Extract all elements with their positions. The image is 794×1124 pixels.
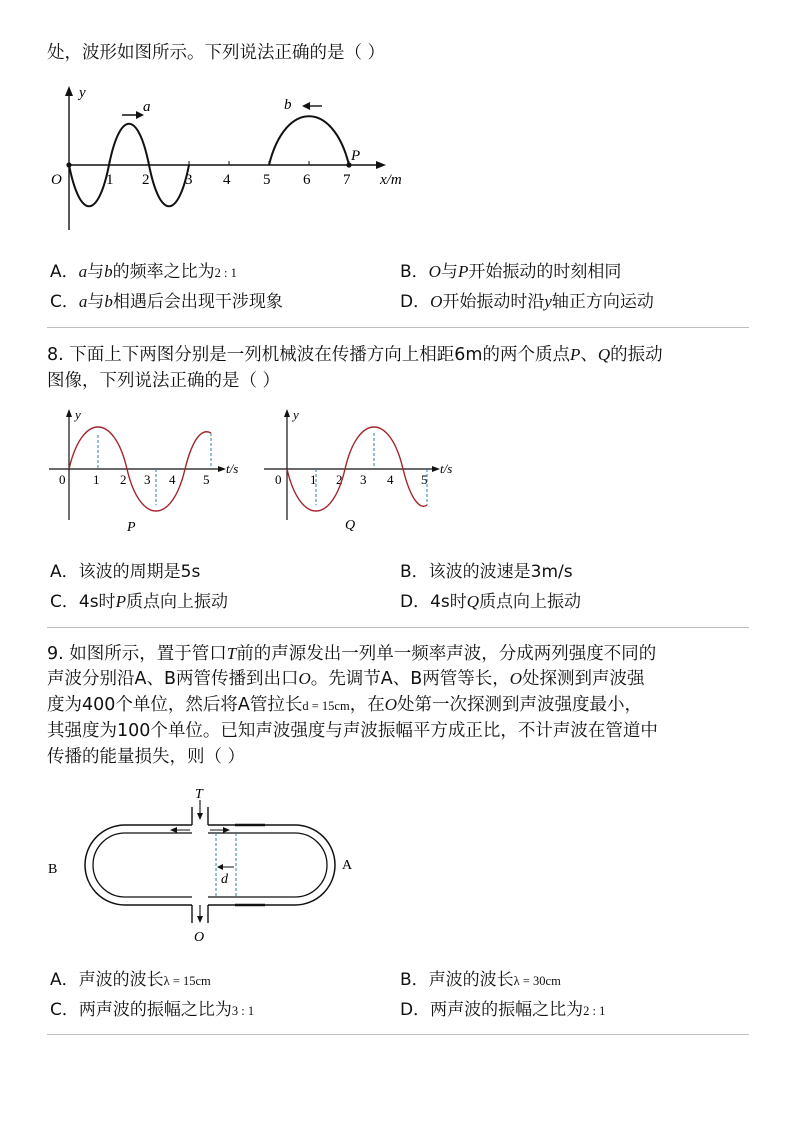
q8-q-t-label: t/s <box>440 461 453 476</box>
q8-q-y-label: y <box>293 407 299 422</box>
q7-x-label: x/m <box>380 172 402 188</box>
q8-p-y-label: y <box>75 407 81 422</box>
q7-wave-b <box>269 116 349 165</box>
q8-q-tick-1: 1 <box>310 472 317 487</box>
q7-tick-7: 7 <box>343 172 351 188</box>
q7-tick-1: 1 <box>106 172 114 188</box>
q7-origin: O <box>51 172 62 188</box>
q7-option-d-letter: D． <box>400 292 431 312</box>
q9-stem-line2: 声波分别沿A、B两管传播到出口O。先调节A、B两管等长，O处探测到声波强 <box>47 669 645 689</box>
q9-t-label: T <box>195 787 203 802</box>
q7-option-c[interactable]: C．a与b相遇后会出现干涉现象 <box>50 292 283 312</box>
q9-option-b[interactable]: B．声波的波长λ = 30cm <box>400 970 561 990</box>
q9-right-arrow <box>223 827 230 833</box>
q9-b-label: B <box>48 862 58 877</box>
q8-q-tick-2: 2 <box>336 472 343 487</box>
q7-wave-b-label: b <box>284 97 292 113</box>
q9-a-label: A <box>342 858 353 873</box>
q8-p-tick-5: 5 <box>203 472 210 487</box>
q8-p-caption: P <box>127 520 136 535</box>
q8-q-tick-3: 3 <box>360 472 367 487</box>
divider-3 <box>47 1034 749 1035</box>
q9-d-label: d <box>221 872 228 887</box>
q9-d-arrow <box>217 864 223 870</box>
q7-option-a[interactable]: A．a与b的频率之比为2 : 1 <box>50 262 237 282</box>
q7-option-b-letter: B． <box>400 262 429 282</box>
q8-graph-p <box>44 405 259 535</box>
q7-point-p: P <box>351 148 361 164</box>
q8-stem-line2: 图像，下列说法正确的是（ ） <box>47 371 281 391</box>
q7-y-arrow <box>65 86 73 96</box>
q8-q-tick-0: 0 <box>275 472 282 487</box>
q8-p-tick-2: 2 <box>120 472 127 487</box>
q8-graph-q <box>259 405 474 535</box>
q9-stem-line5: 传播的能量损失，则（ ） <box>47 747 246 767</box>
q9-stem-line3: 度为400个单位，然后将A管拉长d = 15cm，在O处第一次探测到声波强度最小， <box>47 695 642 715</box>
q9-option-d[interactable]: D．两声波的振幅之比为2 : 1 <box>400 1000 606 1020</box>
q9-option-a[interactable]: A．声波的波长λ = 15cm <box>50 970 211 990</box>
q8-p-tick-0: 0 <box>59 472 66 487</box>
q8-stem-line1: 8. 下面上下两图分别是一列机械波在传播方向上相距6m的两个质点P、Q的振动 <box>47 345 663 365</box>
q9-t-arrow <box>197 813 203 820</box>
q8-p-t-label: t/s <box>226 461 239 476</box>
q7-wave-figure <box>40 80 420 240</box>
q8-p-tick-3: 3 <box>144 472 151 487</box>
divider-1 <box>47 327 749 328</box>
q9-stem-line1: 9. 如图所示，置于管口T前的声源发出一列单一频率声波，分成两列强度不同的 <box>47 644 657 664</box>
q7-option-b[interactable]: B．O与P开始振动的时刻相同 <box>400 262 622 282</box>
q8-q-tick-5: 5 <box>421 472 428 487</box>
q9-stem-line4: 其强度为100个单位。已知声波强度与声波振幅平方成正比，不计声波在管道中 <box>47 721 658 741</box>
q8-option-b[interactable]: B．该波的波速是3m/s <box>400 562 573 582</box>
q9-tube-inner <box>93 833 327 897</box>
q9-o-arrow <box>197 916 203 923</box>
q7-tick-4: 4 <box>223 172 231 188</box>
q7-origin-dot <box>66 162 71 167</box>
q7-y-label: y <box>79 85 86 101</box>
q9-option-c[interactable]: C．两声波的振幅之比为3 : 1 <box>50 1000 255 1020</box>
q7-tick-3: 3 <box>185 172 193 188</box>
q8-p-tick-4: 4 <box>169 472 176 487</box>
q7-option-a-letter: A． <box>50 262 79 282</box>
q7-tick-6: 6 <box>303 172 311 188</box>
divider-2 <box>47 627 749 628</box>
q8-option-c[interactable]: C．4s时P质点向上振动 <box>50 592 228 612</box>
q9-o-label: O <box>194 930 205 945</box>
q7-stem-tail: 处，波形如图所示。下列说法正确的是（ ） <box>47 43 386 63</box>
q8-q-caption: Q <box>345 518 356 533</box>
q9-tube-outer <box>85 825 335 905</box>
q8-q-tick-4: 4 <box>387 472 394 487</box>
q8-p-tick-1: 1 <box>93 472 100 487</box>
q9-left-arrow <box>170 827 177 833</box>
q7-option-d[interactable]: D．O开始振动时沿y轴正方向运动 <box>400 292 654 312</box>
q8-option-d[interactable]: D．4s时Q质点向上振动 <box>400 592 582 612</box>
q7-tick-5: 5 <box>263 172 271 188</box>
q7-x-arrow <box>376 161 386 169</box>
q7-option-c-letter: C． <box>50 292 79 312</box>
q8-option-a[interactable]: A．该波的周期是5s <box>50 562 201 582</box>
q9-tube-figure <box>40 785 370 950</box>
q7-tick-2: 2 <box>142 172 150 188</box>
q7-wave-a-label: a <box>143 99 151 115</box>
q7-arrow-b <box>302 102 310 110</box>
